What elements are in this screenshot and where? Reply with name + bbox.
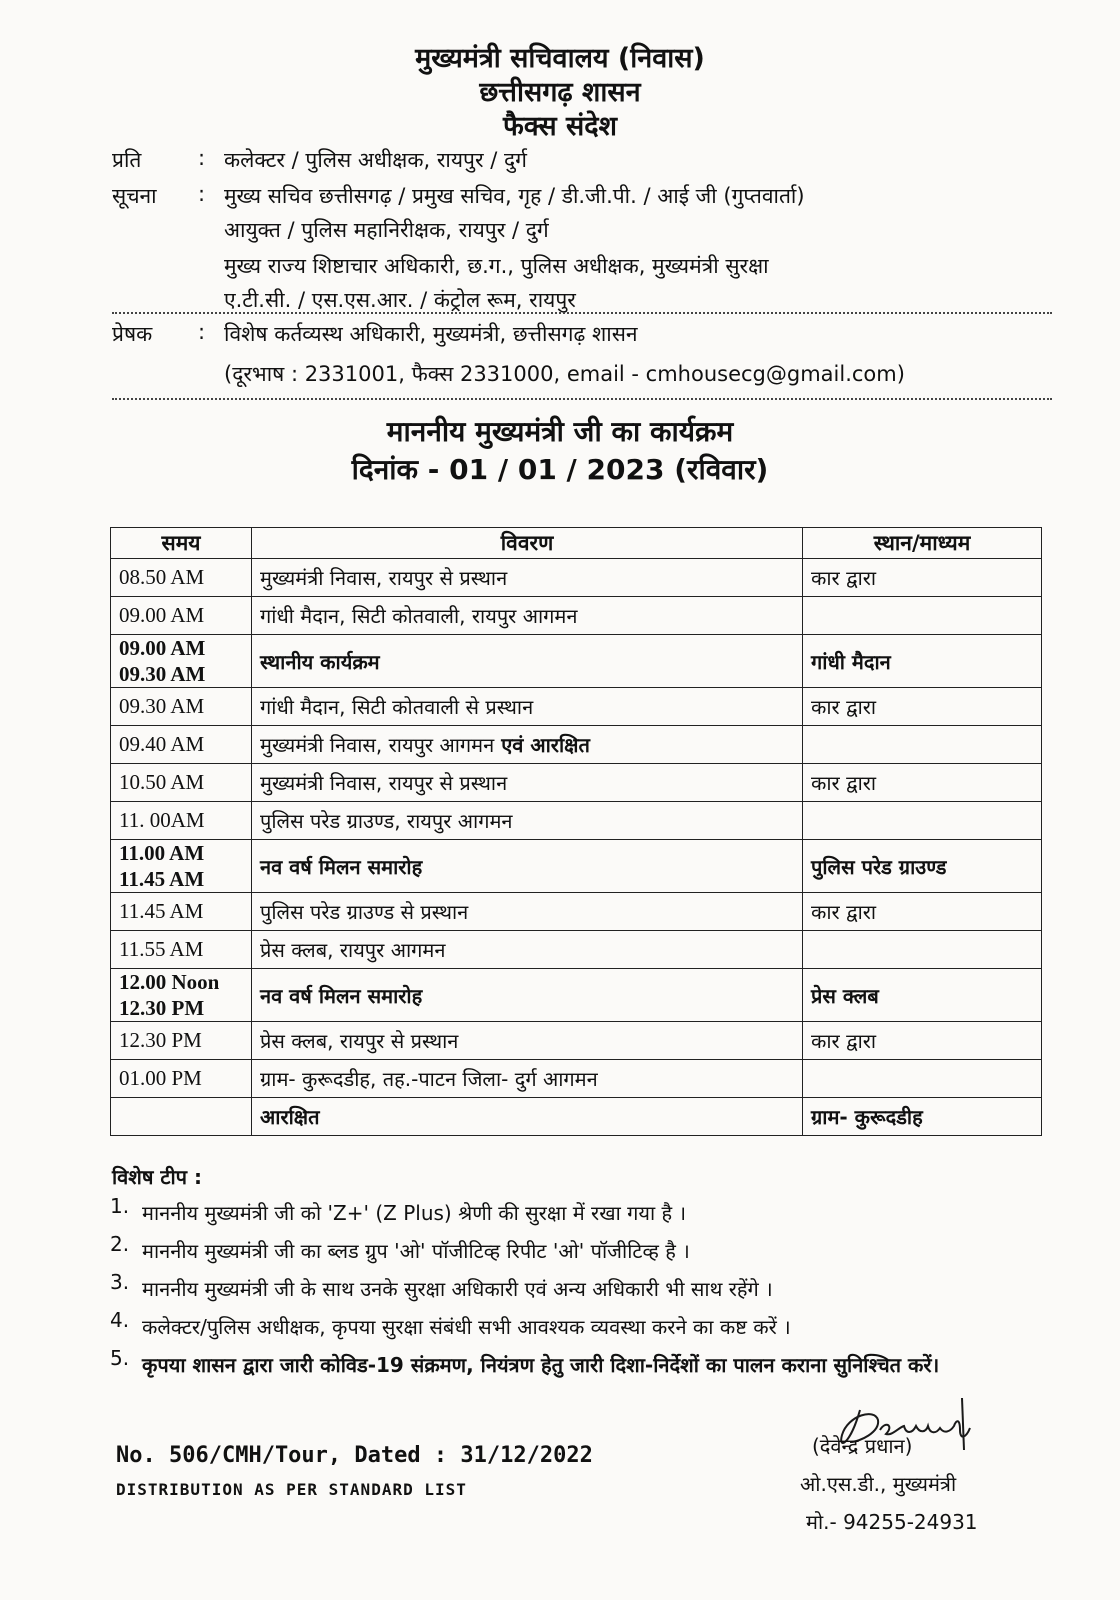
table-row [111,802,1042,840]
description-cell: आरक्षित [252,1098,803,1136]
colon: : [198,320,206,344]
time-value: 10.50 AM [119,770,205,794]
information-line: मुख्य सचिव छत्तीसगढ़ / प्रमुख सचिव, गृह / डी.जी.पी. / आई जी (गुप्तवार्ता) [224,184,805,208]
table-row [111,969,1042,1022]
description-cell: मुख्यमंत्री निवास, रायपुर से प्रस्थान [252,559,803,597]
column-header-time: समय [111,528,252,559]
time-value: 11.45 AM [119,899,204,923]
recipient-label: प्रति [112,148,142,172]
note-number: 3. [110,1270,130,1294]
description-cell: मुख्यमंत्री निवास, रायपुर से प्रस्थान [252,764,803,802]
note-text: कलेक्टर/पुलिस अधीक्षक, कृपया सुरक्षा संबंधी सभी आवश्यक व्यवस्था करने का कष्ट करें । [142,1315,791,1339]
information-label: सूचना [112,184,157,208]
note-text: माननीय मुख्यमंत्री जी का ब्लड ग्रुप 'ओ' पॉजीटिव्ह रिपीट 'ओ' पॉजीटिव्ह है । [142,1239,690,1263]
table-row [111,1098,1042,1136]
place-cell: कार द्वारा [803,559,1042,597]
sender-label: प्रेषक [112,322,153,346]
recipient-text: कलेक्टर / पुलिस अधीक्षक, रायपुर / दुर्ग [224,148,527,172]
time-cell [111,764,252,802]
place-cell: कार द्वारा [803,1022,1042,1060]
time-cell [111,840,252,893]
fax-message-title: फैक्स संदेश [503,111,617,142]
information-line: आयुक्त / पुलिस महानिरीक्षक, रायपुर / दुर्ग [224,218,549,242]
column-header-description: विवरण [252,528,803,559]
time-start: 09.00 AM [119,636,206,660]
time-value: 09.40 AM [119,732,205,756]
signatory-name: (देवेन्द्र प्रधान) [812,1434,913,1458]
place-cell [803,726,1042,764]
place-cell: कार द्वारा [803,688,1042,726]
schedule-table [110,527,1042,1136]
description-cell: नव वर्ष मिलन समारोह [252,969,803,1022]
colon: : [198,146,206,170]
table-row [111,688,1042,726]
time-end: 09.30 AM [119,662,206,686]
description-bold-text: एवं आरक्षित [494,733,590,757]
reference-number: No. 506/CMH/Tour, Dated : 31/12/2022 [116,1443,593,1468]
table-row [111,597,1042,635]
time-cell [111,969,252,1022]
description-cell: गांधी मैदान, सिटी कोतवाली से प्रस्थान [252,688,803,726]
table-header-row [111,528,1042,559]
note-number: 1. [110,1194,130,1218]
signatory-mobile: मो.- 94255-24931 [806,1510,978,1534]
description-cell: स्थानीय कार्यक्रम [252,635,803,688]
time-value: 08.50 AM [119,565,205,589]
program-date: दिनांक - 01 / 01 / 2023 (रविवार) [351,453,769,486]
information-line: ए.टी.सी. / एस.एस.आर. / कंट्रोल रूम, रायपुर [224,288,576,312]
note-text: माननीय मुख्यमंत्री जी के साथ उनके सुरक्षा अधिकारी एवं अन्य अधिकारी भी साथ रहेंगे । [142,1277,773,1301]
dotted-divider [112,398,1052,400]
description-cell [252,726,803,764]
time-start: 12.00 Noon [119,970,220,994]
description-cell: पुलिस परेड ग्राउण्ड, रायपुर आगमन [252,802,803,840]
time-cell [111,1022,252,1060]
time-cell [111,931,252,969]
government-title: छत्तीसगढ़ शासन [479,77,641,108]
description-text: मुख्यमंत्री निवास, रायपुर आगमन [260,733,495,757]
note-number: 5. [110,1346,130,1370]
signatory-designation: ओ.एस.डी., मुख्यमंत्री [800,1472,957,1496]
description-cell: प्रेस क्लब, रायपुर आगमन [252,931,803,969]
time-cell [111,1060,252,1098]
time-cell [111,802,252,840]
table-row [111,931,1042,969]
note-number: 4. [110,1308,130,1332]
time-cell [111,635,252,688]
distribution-note: DISTRIBUTION AS PER STANDARD LIST [116,1480,467,1499]
column-header-place: स्थान/माध्यम [803,528,1042,559]
time-cell [111,726,252,764]
description-cell: प्रेस क्लब, रायपुर से प्रस्थान [252,1022,803,1060]
place-cell [803,597,1042,635]
contact-text: (दूरभाष : 2331001, फैक्स 2331000, email - cmhousecg@gmail.com) [224,362,905,386]
place-cell [803,802,1042,840]
place-cell: पुलिस परेड ग्राउण्ड [803,840,1042,893]
table-row [111,559,1042,597]
time-value: 09.30 AM [119,694,205,718]
table-row [111,635,1042,688]
program-title: माननीय मुख्यमंत्री जी का कार्यक्रम [386,415,734,448]
time-value: 11. 00AM [119,808,205,832]
place-cell [803,1060,1042,1098]
time-cell [111,688,252,726]
place-cell: कार द्वारा [803,893,1042,931]
office-title: मुख्यमंत्री सचिवालय (निवास) [415,43,705,74]
time-start: 11.00 AM [119,841,205,865]
time-value: 09.00 AM [119,603,205,627]
place-cell: गांधी मैदान [803,635,1042,688]
colon: : [198,182,206,206]
table-row [111,1060,1042,1098]
table-row [111,726,1042,764]
note-text: कृपया शासन द्वारा जारी कोविड-19 संक्रमण, नियंत्रण हेतु जारी दिशा-निर्देशों का पालन कराना सुनिश्चित करें। [142,1353,940,1377]
time-cell [111,559,252,597]
time-value: 01.00 PM [119,1066,202,1090]
description-cell: ग्राम- कुरूदडीह, तह.-पाटन जिला- दुर्ग आगमन [252,1060,803,1098]
sender-text: विशेष कर्तव्यस्थ अधिकारी, मुख्यमंत्री, छत्तीसगढ़ शासन [224,322,638,346]
place-cell: कार द्वारा [803,764,1042,802]
time-end: 11.45 AM [119,867,205,891]
note-number: 2. [110,1232,130,1256]
special-notes-title: विशेष टीप : [112,1165,203,1189]
information-line: मुख्य राज्य शिष्टाचार अधिकारी, छ.ग., पुलिस अधीक्षक, मुख्यमंत्री सुरक्षा [224,254,769,278]
description-cell: गांधी मैदान, सिटी कोतवाली, रायपुर आगमन [252,597,803,635]
description-cell: पुलिस परेड ग्राउण्ड से प्रस्थान [252,893,803,931]
table-row [111,840,1042,893]
description-cell: नव वर्ष मिलन समारोह [252,840,803,893]
place-cell: प्रेस क्लब [803,969,1042,1022]
table-row [111,893,1042,931]
note-text: माननीय मुख्यमंत्री जी को 'Z+' (Z Plus) श्रेणी की सुरक्षा में रखा गया है । [142,1201,687,1225]
place-cell [803,931,1042,969]
time-cell [111,1098,252,1136]
time-end: 12.30 PM [119,996,205,1020]
time-value: 12.30 PM [119,1028,202,1052]
table-row [111,1022,1042,1060]
place-cell: ग्राम- कुरूदडीह [803,1098,1042,1136]
time-cell [111,597,252,635]
time-value: 11.55 AM [119,937,204,961]
table-row [111,764,1042,802]
dotted-divider [112,312,1052,314]
time-cell [111,893,252,931]
